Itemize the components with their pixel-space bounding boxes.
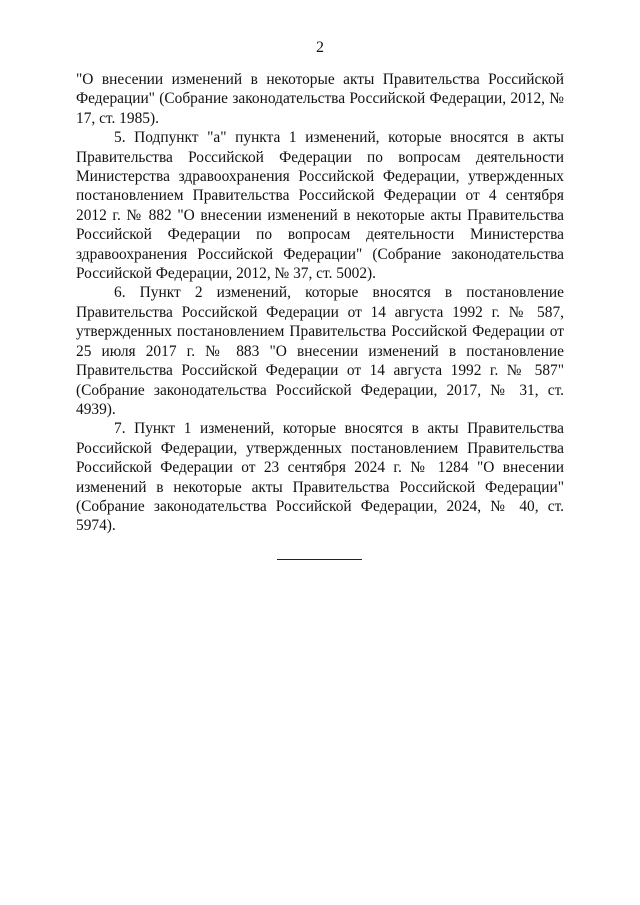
paragraph-item-7: 7. Пункт 1 изменений, которые вносятся в акты Правительства Российской Федерации, утвержденных постановлением Правительства Российской Федерации от 23 сентября 2024 г. № 1284 "О внесении изменений в некоторые акты Правительства Российской Федерации" (Собрание законодательства Российской Федерации, 2024, № 40, ст. 5974).: [76, 420, 564, 535]
document-body: [76, 70, 564, 536]
page-number: 2: [316, 39, 324, 56]
paragraph-continuation: "О внесении изменений в некоторые акты Правительства Российской Федерации" (Собрание законодательства Российской Федерации, 2012, № 17, ст. 1985).: [76, 71, 564, 127]
paragraph-item-5: 5. Подпункт "а" пункта 1 изменений, которые вносятся в акты Правительства Российской Федерации по вопросам деятельности Министерства здравоохранения Российской Федерации, утвержденных постановлением Правительства Российской Федерации от 4 сентября 2012 г. № 882 "О внесении изменений в некоторые акты Правительства Российской Федерации по вопросам деятельности Министерства здравоохранения Российской Федерации" (Собрание законодательства Российской Федерации, 2012, № 37, ст. 5002).: [76, 129, 564, 283]
paragraph-item-6: 6. Пункт 2 изменений, которые вносятся в постановление Правительства Российской Федерации от 14 августа 1992 г. № 587, утвержденных постановлением Правительства Российской Федерации от 25 июля 2017 г. № 883 "О внесении изменений в постановление Правительства Российской Федерации от 14 августа 1992 г. № 587" (Собрание законодательства Российской Федерации, 2017, № 31, ст. 4939).: [76, 284, 564, 418]
closing-divider: [277, 559, 362, 560]
